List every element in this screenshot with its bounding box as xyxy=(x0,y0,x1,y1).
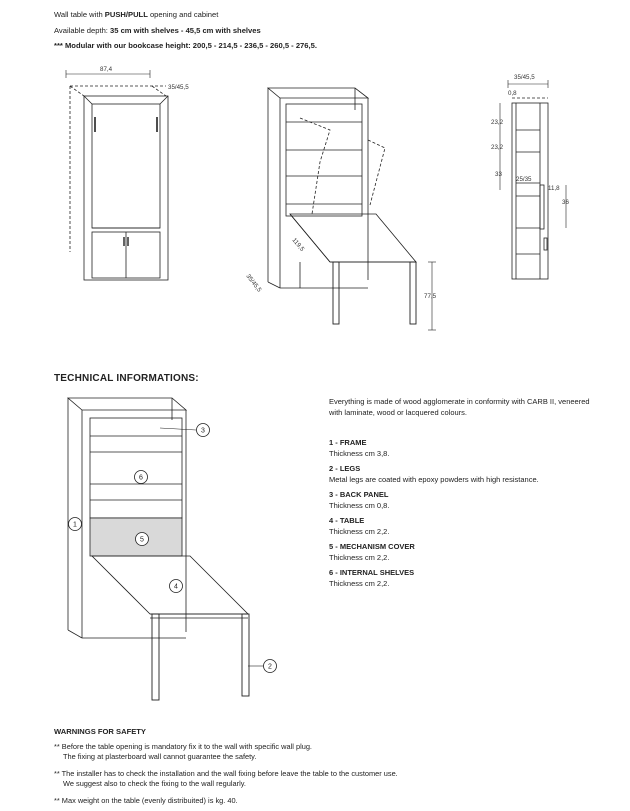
callout-3 xyxy=(197,424,210,437)
callout-6 xyxy=(135,471,148,484)
spec-internal-shelves: 6 - INTERNAL SHELVES Thickness cm 2,2. xyxy=(329,568,415,588)
open-cabinet-drawing xyxy=(244,88,436,330)
spec-mechanism-cover: 5 - MECHANISM COVER Thickness cm 2,2. xyxy=(329,542,415,562)
dim-table-height: 77,5 xyxy=(424,293,437,300)
spec-legs: 2 - LEGS Metal legs are coated with epoxy powders with high resistance. xyxy=(329,464,539,484)
spec-frame: 1 - FRAME Thickness cm 3,8. xyxy=(329,438,390,458)
spec-table: 4 - TABLE Thickness cm 2,2. xyxy=(329,516,390,536)
callout-1 xyxy=(69,518,82,531)
dim-shelf-gap-1: 23,2 xyxy=(491,119,504,126)
warning-line: ** The installer has to check the installation and the wall fixing before leave the table to the customer use. xyxy=(54,769,398,778)
materials-intro: Everything is made of wood agglomerate in conformity with CARB II, veneered with laminate, wood or lacquered colours. xyxy=(329,397,590,417)
svg-text:3: 3 xyxy=(201,427,205,435)
technical-title: TECHNICAL INFORMATIONS: xyxy=(54,373,199,384)
header-line-3: *** Modular with our bookcase height: 200,5 - 214,5 - 236,5 - 260,5 - 276,5. xyxy=(54,41,317,50)
warning-line: ** Max weight on the table (evenly distribuited) is kg. 40. xyxy=(54,796,238,805)
dim-depth-front: 35/45,5 xyxy=(168,84,189,91)
technical-cabinet-drawing xyxy=(68,398,264,700)
svg-text:5: 5 xyxy=(140,536,144,544)
svg-text:6: 6 xyxy=(139,474,143,482)
callout-2 xyxy=(264,660,277,673)
warning-line: The fixing at plasterboard wall cannot guarantee the safety. xyxy=(63,752,257,761)
svg-text:4: 4 xyxy=(174,583,178,591)
spec-back-panel: 3 - BACK PANEL Thickness cm 0,8. xyxy=(329,490,390,510)
svg-text:2: 2 xyxy=(268,663,272,671)
callout-5 xyxy=(136,533,149,546)
dim-depth-side: 35/45,5 xyxy=(244,272,263,294)
warning-line: We suggest also to check the fixing to the wall regularly. xyxy=(63,779,246,788)
dim-side-depth: 35/45,5 xyxy=(514,74,535,81)
dim-lower-height: 36 xyxy=(562,199,569,206)
dim-table-length: 119,5 xyxy=(290,236,306,253)
dim-shelf-gap-2: 23,2 xyxy=(491,144,504,151)
callout-4 xyxy=(170,580,183,593)
svg-text:1: 1 xyxy=(73,521,77,529)
side-section-drawing xyxy=(491,74,569,279)
dim-shelf-gap-3: 33 xyxy=(495,171,502,178)
dim-width: 87,4 xyxy=(100,66,113,73)
header-line-2: Available depth: 35 cm with shelves - 45,5 cm with shelves xyxy=(54,26,261,35)
dim-mechanism-height: 11,8 xyxy=(548,185,560,192)
dim-mechanism-depth: 25/35 xyxy=(516,176,532,183)
closed-cabinet-drawing xyxy=(66,66,189,280)
dim-back-panel: 0,8 xyxy=(508,90,517,97)
warnings-title: WARNINGS FOR SAFETY xyxy=(54,727,146,736)
header-line-1: Wall table with PUSH/PULL opening and cabinet xyxy=(54,10,219,19)
warning-line: ** Before the table opening is mandatory fix it to the wall with specific wall plug. xyxy=(54,742,312,751)
